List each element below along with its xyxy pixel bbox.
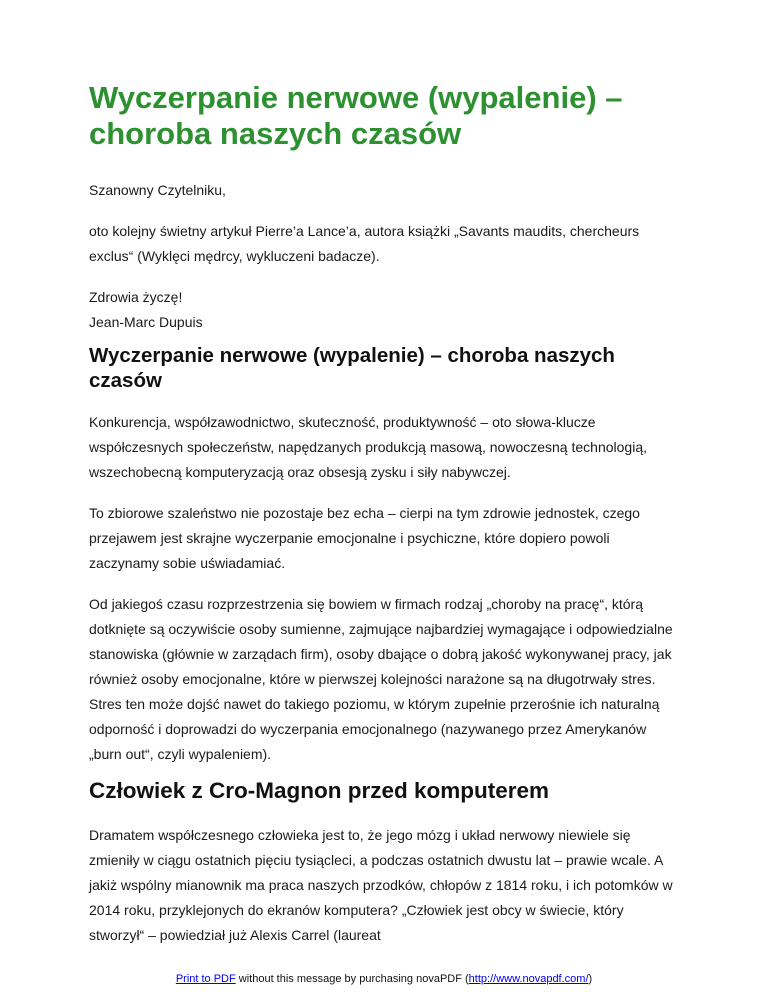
document-body [89, 80, 679, 948]
paragraph: Konkurencja, współzawodnictwo, skuteczność, produktywność – oto słowa-klucze współczesnych społeczeństw, napędzanych produkcją masową, nowoczesną technologią, wszechobecną komputeryzacją oraz obsesją zysku i siły nabywczej. [89, 414, 647, 480]
document-title: Wyczerpanie nerwowe (wypalenie) – choroba naszych czasów [89, 80, 623, 151]
section-heading-cro-magnon: Człowiek z Cro-Magnon przed komputerem [89, 778, 550, 803]
footer-end: ) [588, 973, 593, 985]
print-to-pdf-link[interactable]: Print to PDF [175, 973, 236, 985]
footer-text: without this message by purchasing novaPDF ( [235, 973, 469, 985]
print-footer [0, 972, 768, 986]
author-name: Jean-Marc Dupuis [89, 314, 203, 330]
novapdf-url-link[interactable]: http://www.novapdf.com/ [468, 973, 589, 985]
signoff-line: Zdrowia życzę! [89, 289, 183, 305]
section-heading-burnout: Wyczerpanie nerwowe (wypalenie) – choroba naszych czasów [89, 344, 615, 392]
paragraph: Dramatem współczesnego człowieka jest to, że jego mózg i układ nerwowy niewiele się zmieniły w ciągu ostatnich pięciu tysiącleci, a podczas ostatnich dwustu lat – prawie wcale. A jakiż wspólny mianownik ma praca naszych przodków, chłopów z 1814 roku, i ich potomków w 2014 roku, przyklejonych do ekranów komputera? „Człowiek jest obcy w świecie, który stworzył“ – powiedział już Alexis Carrel (laureat [89, 827, 673, 943]
paragraph: To zbiorowe szaleństwo nie pozostaje bez echa – cierpi na tym zdrowie jednostek, czego przejawem jest skrajne wyczerpanie emocjonalne i psychiczne, które dopiero powoli zaczynamy sobie uświadamiać. [89, 505, 640, 571]
paragraph: Od jakiegoś czasu rozprzestrzenia się bowiem w firmach rodzaj „choroby na pracę“, którą dotknięte są oczywiście osoby sumienne, zajmujące najbardziej wymagające i odpowiedzialne stanowiska (głównie w zarządach firm), osoby dbające o dobrą jakość wykonywanej pracy, jak również osoby emocjonalne, które w pierwszej kolejności narażone są na długotrwały stres. Stres ten może dojść nawet do takiego poziomu, w którym zupełnie przerośnie ich naturalną odporność i doprowadzi do wyczerpania emocjonalnego (nazywanego przez Amerykanów „burn out“, czyli wypaleniem). [89, 596, 673, 762]
intro-paragraph: oto kolejny świetny artykuł Pierre’a Lance’a, autora książki „Savants maudits, chercheurs exclus“ (Wyklęci mędrcy, wykluczeni badacze). [89, 223, 640, 264]
greeting: Szanowny Czytelniku, [89, 182, 226, 198]
